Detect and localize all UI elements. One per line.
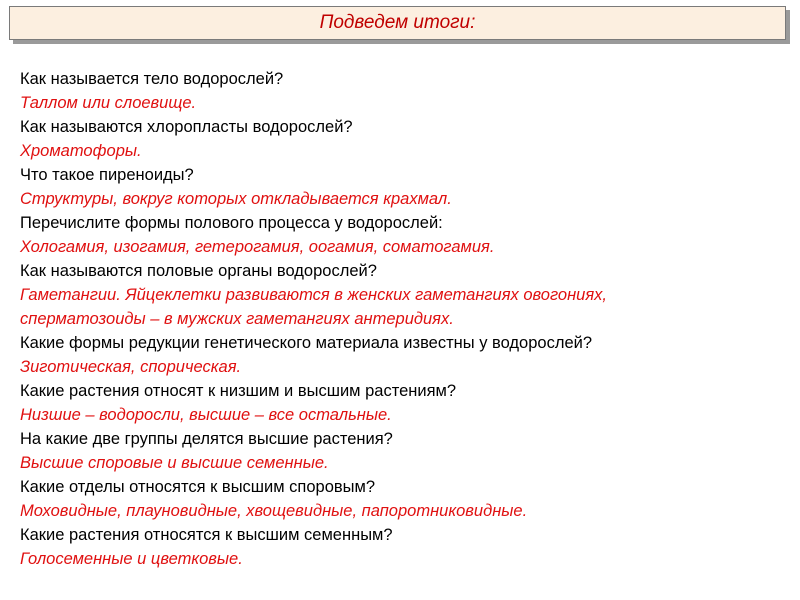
question-line: Что такое пиреноиды? (20, 166, 194, 184)
title-banner (9, 6, 786, 40)
answer-line: Гаметангии. Яйцеклетки развиваются в женских гаметангиях овогониях, (20, 286, 607, 304)
question-line: Какие растения относятся к высшим семенным? (20, 526, 393, 544)
question-line: Какие растения относят к низшим и высшим растениям? (20, 382, 457, 400)
answer-line: Зиготическая, спорическая. (20, 358, 242, 376)
answer-line: Таллом или слоевище. (20, 94, 197, 112)
qa-list (20, 67, 790, 571)
answer-line: Хроматофоры. (20, 142, 142, 160)
question-line: Как называются половые органы водорослей? (20, 262, 377, 280)
question-line: Перечислите формы полового процесса у водорослей: (20, 214, 443, 232)
question-line: На какие две группы делятся высшие растения? (20, 430, 393, 448)
answer-line: Низшие – водоросли, высшие – все остальные. (20, 406, 392, 424)
question-line: Как называются хлоропласты водорослей? (20, 118, 353, 136)
question-line: Какие отделы относятся к высшим споровым? (20, 478, 376, 496)
answer-line: Голосеменные и цветковые. (20, 550, 243, 568)
answer-line: Хологамия, изогамия, гетерогамия, оогамия, соматогамия. (20, 238, 495, 256)
question-line: Как называется тело водорослей? (20, 70, 284, 88)
page-title: Подведем итоги: (319, 12, 476, 33)
answer-line: Моховидные, плауновидные, хвощевидные, папоротниковидные. (20, 502, 528, 520)
answer-line: Высшие споровые и высшие семенные. (20, 454, 329, 472)
question-line: Какие формы редукции генетического материала известны у водорослей? (20, 334, 593, 352)
answer-line: Структуры, вокруг которых откладывается крахмал. (20, 190, 452, 208)
answer-line: сперматозоиды – в мужских гаметангиях антеридиях. (20, 310, 454, 328)
